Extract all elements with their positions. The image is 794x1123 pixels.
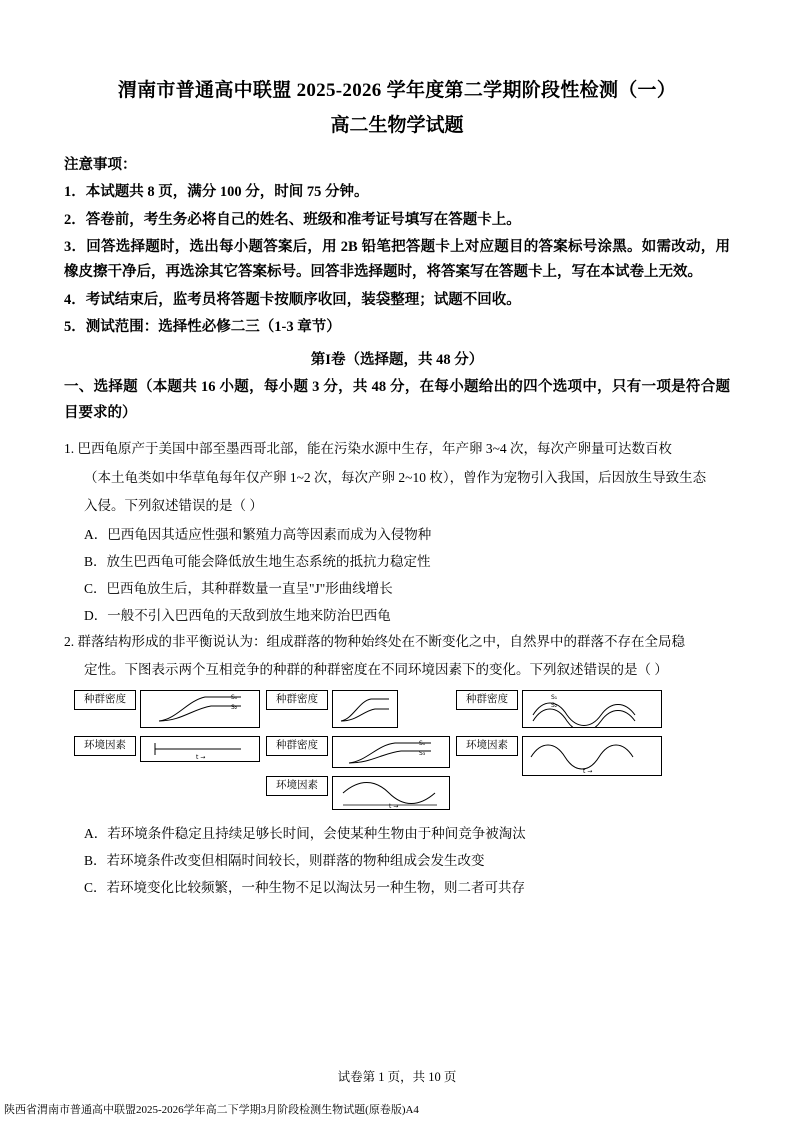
figure-panel-3-factor-chart: [522, 736, 662, 776]
question-1-option-d: D．一般不引入巴西龟的天敌到放生地来防治巴西龟: [84, 608, 391, 624]
question-2-text1: 群落结构形成的非平衡说认为：组成群落的物种始终处在不断变化之中，自然界中的群落不存在全局稳: [77, 634, 685, 650]
svg-text:S₃: S₃: [419, 749, 426, 757]
svg-text:S₁: S₁: [419, 739, 426, 747]
page-title-line2: 高二生物学试题: [330, 114, 464, 136]
figure-panel-1-factor-label: 环境因素: [74, 736, 136, 757]
figure-panel-1-density-label: 种群密度: [74, 690, 136, 711]
figure-panel-2-chart-2: [332, 736, 450, 768]
figure-panel-1: [74, 690, 260, 762]
figure-panel-2-density-label: 种群密度: [266, 690, 328, 711]
notice-item-4: 4．考试结束后，监考员将答题卡按顺序收回，装袋整理；试题不回收。: [64, 291, 521, 308]
question-2-number: 2.: [64, 634, 75, 650]
notice-item-1: 1．本试题共 8 页，满分 100 分，时间 75 分钟。: [64, 184, 369, 201]
question-2-option-c: C．若环境变化比较频繁，一种生物不足以淘汰另一种生物，则二者可共存: [84, 879, 526, 895]
figure-panel-3-chart: [522, 690, 662, 728]
figure-columns: [74, 690, 730, 810]
question-2: [64, 629, 730, 901]
question-1-stem-line2: （本土龟类如中华草龟每年仅产卵 1~2 次，每次产卵 2~10 枚），曾作为宠物引入我国，后因放生导致生态: [84, 469, 707, 485]
notice-item-3: 3．回答选择题时，选出每小题答案后，用 2B 铅笔把答题卡上对应题目的答案标号涂黑。如需改动，用橡皮擦干净后，再选涂其它答案标号。回答非选择题时，将答案写在答题卡上，写在本试卷上无效。: [64, 238, 730, 281]
svg-text:t →: t →: [196, 753, 206, 761]
notice-item-5: 5．测试范围：选择性必修二三（1-3 章节）: [64, 319, 341, 336]
figure-panel-3: [456, 690, 662, 776]
question-2-option-b: B．若环境条件改变但相隔时间较长，则群落的物种组成会发生改变: [84, 852, 485, 868]
question-1: [64, 436, 730, 629]
question-1-option-c: C．巴西龟放生后，其种群数量一直呈"J"形曲线增长: [84, 581, 393, 597]
question-1-option-b: B．放生巴西龟可能会降低放生地生态系统的抵抗力稳定性: [84, 554, 431, 570]
page-footer: 试卷第 1 页，共 10 页: [337, 1070, 457, 1084]
figure-panel-2: [266, 690, 450, 810]
section-heading: 第I卷（选择题，共 48 分）: [310, 352, 484, 369]
figure-panel-3-factor-label: 环境因素: [456, 736, 518, 757]
question-2-stem-line1: [64, 629, 730, 655]
notice-item-2: 2．答卷前，考生务必将自己的姓名、班级和准考证号填写在答题卡上。: [64, 211, 521, 228]
svg-text:t →: t →: [583, 767, 593, 775]
big-question-heading: 一、选择题（本题共 16 小题，每小题 3 分，共 48 分，在每小题给出的四个选项中，只有一项是符合题目要求的）: [64, 379, 730, 421]
question-2-figure: [64, 690, 730, 810]
figure-panel-1-factor-chart: [140, 736, 260, 762]
svg-text:S₁: S₁: [551, 693, 558, 701]
figure-panel-2-factor-chart: [332, 776, 450, 810]
figure-panel-2-density-label-2: 种群密度: [266, 736, 328, 757]
svg-text:S₂: S₂: [551, 701, 558, 709]
question-2-option-a: A．若环境条件稳定且持续足够长时间，会使某种生物由于种间竞争被淘汰: [84, 825, 526, 841]
question-1-stem-line1: [64, 436, 730, 462]
figure-panel-2-chart: [332, 690, 398, 728]
question-2-stem-line2: 定性。下图表示两个互相竞争的种群的种群密度在不同环境因素下的变化。下列叙述错误的是（ ）: [84, 662, 668, 678]
figure-panel-1-chart: [140, 690, 260, 728]
question-1-text1: 巴西龟原产于美国中部至墨西哥北部，能在污染水源中生存，年产卵 3~4 次，每次产卵量可达数百枚: [77, 441, 673, 457]
svg-text:t →: t →: [389, 802, 399, 809]
page-title-line1: 渭南市普通高中联盟 2025-2026 学年度第二学期阶段性检测（一）: [117, 80, 677, 101]
figure-panel-2-factor-label: 环境因素: [266, 776, 328, 797]
notice-heading: 注意事项：: [64, 157, 137, 174]
svg-text:S₁: S₁: [231, 693, 238, 701]
question-1-stem-line3: 入侵。下列叙述错误的是（ ）: [84, 497, 263, 513]
question-1-number: 1.: [64, 441, 75, 457]
question-1-option-a: A．巴西龟因其适应性强和繁殖力高等因素而成为入侵物种: [84, 527, 432, 543]
figure-panel-3-density-label: 种群密度: [456, 690, 518, 711]
svg-text:S₂: S₂: [231, 703, 238, 711]
watermark-text: 陕西省渭南市普通高中联盟2025-2026学年高二下学期3月阶段检测生物试题(原卷版)A4: [4, 1104, 419, 1116]
